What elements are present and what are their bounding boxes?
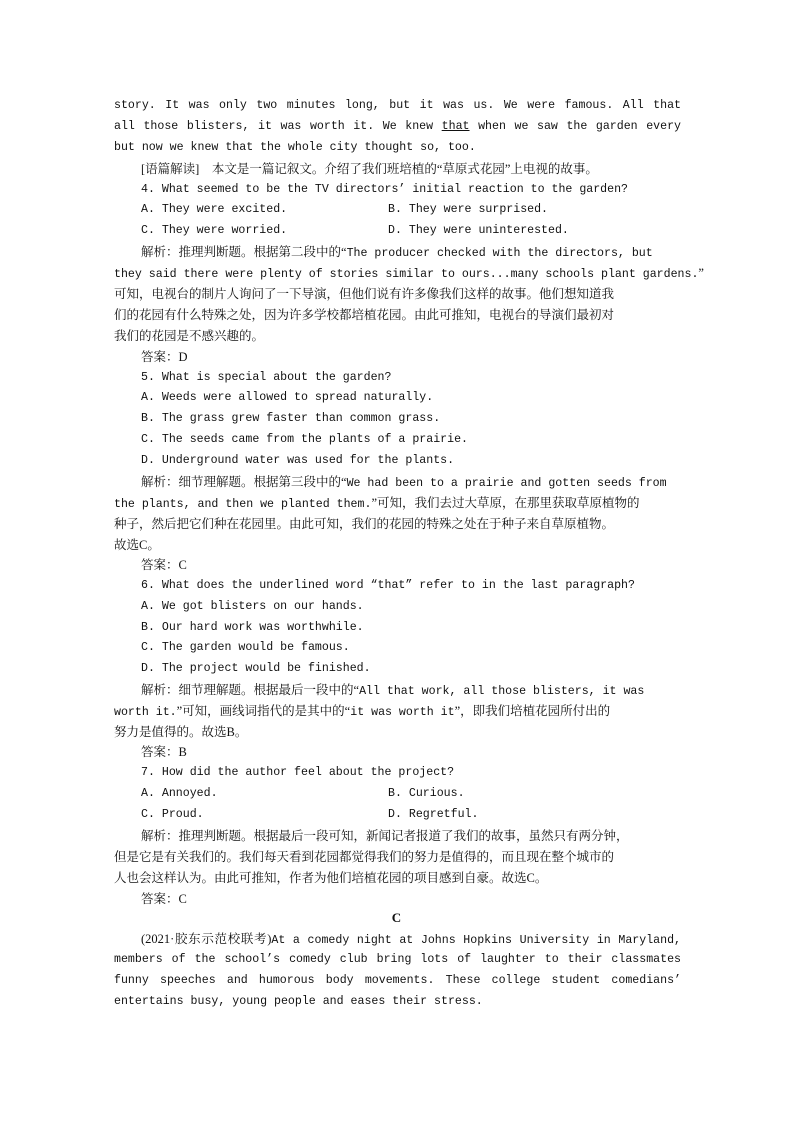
question-7-option-d: D. Regretful.	[388, 808, 479, 821]
passage-line-2: all those blisters, it was worth it. We knew that when we saw the garden every	[114, 120, 681, 133]
question-4-explanation-5: 我们的花园是不感兴趣的。	[114, 329, 265, 343]
question-5-option-a: A. Weeds were allowed to spread naturally.	[141, 391, 434, 404]
question-7-option-c: C. Proud.	[141, 808, 204, 821]
section-c-line-3: funny speeches and humorous body movements. These college student comedians’	[114, 974, 681, 987]
question-6-answer: 答案：B	[141, 745, 187, 759]
question-4-explanation-1: 解析：推理判断题。根据第二段中的“The producer checked with the directors, but	[141, 245, 653, 260]
question-6-explanation-3: 努力是值得的。故选B。	[114, 725, 248, 739]
question-6-explanation-1: 解析：细节理解题。根据最后一段中的“All that work, all those blisters, it was	[141, 683, 645, 698]
question-5-option-c: C. The seeds came from the plants of a prairie.	[141, 433, 468, 446]
question-7-option-b: B. Curious.	[388, 787, 465, 800]
question-4-stem: 4. What seemed to be the TV directors’ initial reaction to the garden?	[141, 183, 629, 196]
question-5-answer: 答案：C	[141, 558, 187, 572]
question-7-explanation-2: 但是它是有关我们的。我们每天看到花园都觉得我们的努力是值得的，而且现在整个城市的	[114, 850, 615, 864]
question-6-explanation-2: worth it.”可知，画线词指代的是其中的“it was worth it”，即我们培植花园所付出的	[114, 704, 611, 719]
question-4-explanation-4: 们的花园有什么特殊之处，因为许多学校都培植花园。由此可推知，电视台的导演们最初对	[114, 308, 615, 322]
question-7-option-a: A. Annoyed.	[141, 787, 218, 800]
question-6-option-c: C. The garden would be famous.	[141, 641, 350, 654]
passage-line-3: but now we knew that the whole city thought so, too.	[114, 141, 476, 154]
question-5-explanation-4: 故选C。	[114, 538, 160, 552]
question-5-explanation-1: 解析：细节理解题。根据第三段中的“We had been to a prairie and gotten seeds from	[141, 475, 667, 490]
question-4-option-c: C. They were worried.	[141, 224, 288, 237]
question-4-answer: 答案：D	[141, 350, 188, 364]
question-7-explanation-3: 人也会这样认为。由此可推知，作者为他们培植花园的项目感到自豪。故选C。	[114, 871, 548, 885]
question-6-stem: 6. What does the underlined word “that” refer to in the last paragraph?	[141, 579, 635, 592]
passage-interpretation: [语篇解读] 本文是一篇记叙文。介绍了我们班培植的“草原式花园”上电视的故事。	[141, 162, 598, 176]
question-5-explanation-2: the plants, and then we planted them.”可知，我们去过大草原，在那里获取草原植物的	[114, 496, 640, 511]
question-4-explanation-2: they said there were plenty of stories similar to ours...many schools plant gardens.”	[114, 266, 704, 281]
section-c-line-4: entertains busy, young people and eases their stress.	[114, 995, 483, 1008]
section-c-line-1: (2021·胶东示范校联考)At a comedy night at Johns Hopkins University in Maryland,	[141, 932, 681, 947]
question-6-option-a: A. We got blisters on our hands.	[141, 600, 364, 613]
question-5-stem: 5. What is special about the garden?	[141, 371, 392, 384]
question-7-stem: 7. How did the author feel about the project?	[141, 766, 455, 779]
question-5-explanation-3: 种子，然后把它们种在花园里。由此可知，我们的花园的特殊之处在于种子来自草原植物。	[114, 517, 615, 531]
question-4-option-b: B. They were surprised.	[388, 203, 549, 216]
question-5-option-d: D. Underground water was used for the plants.	[141, 454, 455, 467]
question-4-option-d: D. They were uninterested.	[388, 224, 569, 237]
section-heading: C	[391, 910, 402, 925]
question-6-option-b: B. Our hard work was worthwhile.	[141, 621, 364, 634]
question-7-explanation-1: 解析：推理判断题。根据最后一段可知，新闻记者报道了我们的故事，虽然只有两分钟，	[141, 829, 629, 843]
question-7-answer: 答案：C	[141, 892, 187, 906]
question-4-option-a: A. They were excited.	[141, 203, 288, 216]
question-5-option-b: B. The grass grew faster than common grass.	[141, 412, 441, 425]
underlined-word: that	[441, 120, 470, 133]
passage-line-1: story. It was only two minutes long, but it was us. We were famous. All that	[114, 99, 681, 112]
question-4-explanation-3: 可知，电视台的制片人询问了一下导演，但他们说有许多像我们这样的故事。他们想知道我	[114, 287, 615, 301]
section-c-line-2: members of the school’s comedy club bring lots of laughter to their classmates	[114, 953, 681, 966]
question-6-option-d: D. The project would be finished.	[141, 662, 371, 675]
